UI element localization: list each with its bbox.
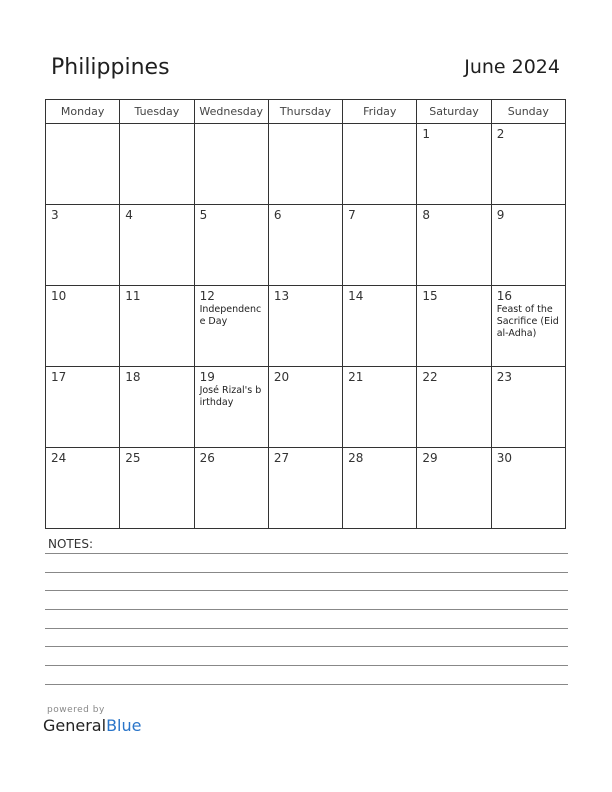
logo-text-general: General — [43, 716, 107, 735]
day-cell — [46, 205, 120, 286]
day-cell — [417, 286, 491, 367]
day-cell — [268, 367, 342, 448]
calendar-week-row — [46, 205, 566, 286]
day-cell — [343, 124, 417, 205]
weekday-header: Tuesday — [120, 100, 194, 124]
weekday-header: Monday — [46, 100, 120, 124]
day-number: 24 — [51, 451, 67, 465]
day-cell — [120, 448, 194, 529]
notes-label: NOTES: — [48, 537, 93, 551]
day-number: 8 — [422, 208, 431, 222]
day-cell — [343, 448, 417, 529]
calendar-week-row — [46, 367, 566, 448]
day-number: 25 — [125, 451, 141, 465]
weekday-header: Wednesday — [194, 100, 268, 124]
note-line — [45, 572, 568, 573]
day-number: 11 — [125, 289, 141, 303]
day-number: 7 — [348, 208, 356, 222]
day-number: 10 — [51, 289, 67, 303]
day-cell — [417, 367, 491, 448]
day-cell — [491, 286, 565, 367]
holiday-label: Feast of the Sacrifice (Eid al-Adha) — [496, 304, 559, 339]
day-number: 15 — [422, 289, 438, 303]
day-number: 21 — [348, 370, 364, 384]
calendar-week-row — [46, 286, 566, 367]
day-cell — [491, 124, 565, 205]
day-number: 1 — [422, 127, 431, 141]
calendar-week-row — [46, 124, 566, 205]
day-cell — [46, 286, 120, 367]
note-line — [45, 628, 568, 629]
month-year-title: June 2024 — [464, 56, 560, 78]
note-line — [45, 646, 568, 647]
day-cell — [343, 286, 417, 367]
day-cell — [120, 367, 194, 448]
generalblue-logo[interactable] — [43, 716, 141, 735]
weekday-header: Saturday — [417, 100, 491, 124]
day-cell — [194, 448, 268, 529]
day-cell — [194, 205, 268, 286]
note-line — [45, 590, 568, 591]
weekday-header: Thursday — [268, 100, 342, 124]
day-number: 23 — [496, 370, 512, 384]
day-cell — [268, 448, 342, 529]
country-title: Philippines — [51, 55, 170, 80]
day-cell — [491, 205, 565, 286]
day-number: 28 — [348, 451, 364, 465]
day-cell — [268, 124, 342, 205]
day-cell — [491, 367, 565, 448]
day-number: 20 — [273, 370, 290, 384]
day-cell — [268, 286, 342, 367]
day-number: 9 — [496, 208, 505, 222]
day-number: 14 — [348, 289, 364, 303]
day-number: 12 — [199, 289, 215, 303]
day-cell — [194, 124, 268, 205]
day-number: 13 — [273, 289, 290, 303]
day-cell — [343, 205, 417, 286]
calendar-week-row — [46, 448, 566, 529]
day-cell — [417, 205, 491, 286]
day-cell — [194, 286, 268, 367]
day-cell — [268, 205, 342, 286]
day-cell — [120, 124, 194, 205]
calendar-body — [46, 124, 566, 529]
day-cell — [46, 367, 120, 448]
day-number: 26 — [199, 451, 215, 465]
day-number: 18 — [125, 370, 141, 384]
day-number: 4 — [125, 208, 133, 222]
day-cell — [417, 448, 491, 529]
day-cell — [343, 367, 417, 448]
day-cell — [194, 367, 268, 448]
day-number: 17 — [51, 370, 67, 384]
note-line — [45, 684, 568, 685]
day-number: 22 — [422, 370, 438, 384]
holiday-label: José Rizal's birthday — [199, 385, 262, 408]
day-cell — [120, 205, 194, 286]
day-cell — [46, 448, 120, 529]
note-line — [45, 665, 568, 666]
logo-text-blue: Blue — [106, 716, 142, 735]
day-number: 6 — [273, 208, 282, 222]
day-number: 19 — [199, 370, 215, 384]
weekday-header: Sunday — [491, 100, 565, 124]
day-cell — [417, 124, 491, 205]
day-cell — [120, 286, 194, 367]
day-number: 3 — [51, 208, 59, 222]
calendar-grid — [45, 99, 566, 529]
day-number: 16 — [496, 289, 512, 303]
note-line — [45, 609, 568, 610]
day-number: 27 — [273, 451, 290, 465]
day-number: 2 — [496, 127, 505, 141]
weekday-header-row — [46, 100, 566, 124]
powered-by-label: powered by — [47, 705, 105, 715]
holiday-label: Independence Day — [199, 304, 262, 327]
day-cell — [46, 124, 120, 205]
day-number: 30 — [496, 451, 512, 465]
note-line — [45, 553, 568, 554]
day-number: 29 — [422, 451, 438, 465]
day-cell — [491, 448, 565, 529]
weekday-header: Friday — [343, 100, 417, 124]
day-number: 5 — [199, 208, 208, 222]
